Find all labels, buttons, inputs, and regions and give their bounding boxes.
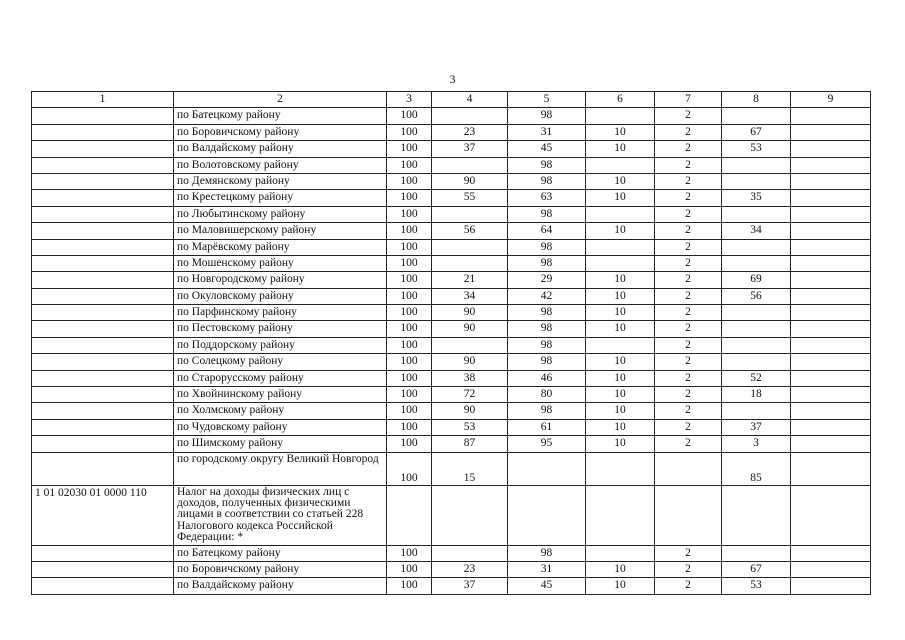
table-cell: 100 <box>387 562 432 578</box>
column-header: 9 <box>791 92 871 108</box>
table-cell <box>722 485 791 545</box>
table-cell <box>32 370 174 386</box>
column-header: 1 <box>32 92 174 108</box>
table-cell <box>722 545 791 561</box>
table-cell: 29 <box>508 272 586 288</box>
table-cell: 2 <box>655 354 722 370</box>
table-cell <box>586 452 655 485</box>
table-cell: 100 <box>387 288 432 304</box>
column-header: 6 <box>586 92 655 108</box>
table-cell: 100 <box>387 578 432 594</box>
table-row <box>32 562 871 578</box>
table-cell: 90 <box>432 354 508 370</box>
table-cell <box>32 354 174 370</box>
table-cell: 87 <box>432 436 508 452</box>
table-row <box>32 124 871 140</box>
table-cell: 23 <box>432 562 508 578</box>
table-cell <box>791 387 871 403</box>
table-cell <box>791 157 871 173</box>
table-cell <box>791 124 871 140</box>
table-cell: 61 <box>508 419 586 435</box>
table-cell: 10 <box>586 190 655 206</box>
table-cell <box>791 141 871 157</box>
table-cell: по Чудовскому району <box>174 419 387 435</box>
table-cell: 10 <box>586 173 655 189</box>
table-cell <box>791 255 871 271</box>
table-cell <box>508 485 586 545</box>
table-cell: по Маловишерскому району <box>174 223 387 239</box>
table-cell: 2 <box>655 305 722 321</box>
table-cell <box>32 578 174 594</box>
table-cell: по Крестецкому району <box>174 190 387 206</box>
table-cell: 100 <box>387 157 432 173</box>
table-cell <box>791 239 871 255</box>
table-cell <box>791 578 871 594</box>
table-row <box>32 223 871 239</box>
table-cell <box>32 321 174 337</box>
table-cell <box>586 337 655 353</box>
table-cell <box>791 223 871 239</box>
column-header: 3 <box>387 92 432 108</box>
table-cell: 100 <box>387 321 432 337</box>
table-cell: 23 <box>432 124 508 140</box>
table-cell <box>432 239 508 255</box>
table-cell <box>32 173 174 189</box>
table-cell: 2 <box>655 419 722 435</box>
table-cell: 2 <box>655 545 722 561</box>
table-cell: 2 <box>655 108 722 124</box>
table-row <box>32 354 871 370</box>
table-row <box>32 403 871 419</box>
table-cell <box>722 108 791 124</box>
table-cell <box>791 562 871 578</box>
table-cell <box>432 206 508 222</box>
table-row <box>32 255 871 271</box>
table-cell: 2 <box>655 223 722 239</box>
table-cell <box>791 190 871 206</box>
table-cell: по городскому округу Великий Новгород <box>174 452 387 485</box>
table-cell: по Валдайскому району <box>174 141 387 157</box>
table-cell: 53 <box>432 419 508 435</box>
data-table <box>31 91 871 595</box>
table-cell: 10 <box>586 124 655 140</box>
table-cell <box>791 354 871 370</box>
table-row <box>32 206 871 222</box>
table-row <box>32 545 871 561</box>
table-cell <box>791 403 871 419</box>
table-cell <box>722 157 791 173</box>
table-cell: 10 <box>586 578 655 594</box>
table-cell: 53 <box>722 141 791 157</box>
table-cell: 2 <box>655 190 722 206</box>
table-cell <box>432 545 508 561</box>
table-cell: 15 <box>432 452 508 485</box>
table-cell: 37 <box>432 578 508 594</box>
column-header: 7 <box>655 92 722 108</box>
table-cell <box>32 436 174 452</box>
table-cell: 10 <box>586 321 655 337</box>
table-cell: 98 <box>508 337 586 353</box>
table-cell: 31 <box>508 124 586 140</box>
table-cell <box>32 108 174 124</box>
table-cell <box>32 223 174 239</box>
table-cell: 38 <box>432 370 508 386</box>
table-cell: 37 <box>432 141 508 157</box>
table-cell: 100 <box>387 545 432 561</box>
table-cell: 2 <box>655 141 722 157</box>
table-header-row <box>32 92 871 108</box>
table-cell <box>32 124 174 140</box>
table-cell <box>32 562 174 578</box>
table-cell <box>722 255 791 271</box>
table-cell <box>722 173 791 189</box>
column-header: 4 <box>432 92 508 108</box>
table-cell: 2 <box>655 578 722 594</box>
table-cell <box>432 255 508 271</box>
table-cell: 98 <box>508 108 586 124</box>
table-cell <box>432 337 508 353</box>
table-cell: 2 <box>655 321 722 337</box>
table-cell <box>32 387 174 403</box>
table-cell: 85 <box>722 452 791 485</box>
table-row <box>32 190 871 206</box>
table-cell: по Окуловскому району <box>174 288 387 304</box>
table-cell: 98 <box>508 239 586 255</box>
table-cell: 100 <box>387 206 432 222</box>
table-cell: 10 <box>586 403 655 419</box>
table-cell: по Батецкому району <box>174 108 387 124</box>
table-cell: 100 <box>387 124 432 140</box>
table-cell: 2 <box>655 206 722 222</box>
table-cell: 98 <box>508 354 586 370</box>
table-row <box>32 173 871 189</box>
table-cell: 34 <box>432 288 508 304</box>
table-cell <box>722 403 791 419</box>
table-row <box>32 305 871 321</box>
table-cell <box>32 337 174 353</box>
table-cell: 100 <box>387 337 432 353</box>
table-cell: 90 <box>432 403 508 419</box>
table-cell: 98 <box>508 305 586 321</box>
table-cell <box>32 272 174 288</box>
table-cell <box>655 452 722 485</box>
table-cell: 100 <box>387 239 432 255</box>
table-cell <box>586 255 655 271</box>
table-cell: 3 <box>722 436 791 452</box>
table-cell: 100 <box>387 452 432 485</box>
table-cell: по Шимскому району <box>174 436 387 452</box>
table-cell <box>722 354 791 370</box>
table-cell <box>791 419 871 435</box>
table-cell: 64 <box>508 223 586 239</box>
table-cell: 55 <box>432 190 508 206</box>
page-number: 3 <box>449 72 456 86</box>
table-cell <box>32 255 174 271</box>
table-cell: 53 <box>722 578 791 594</box>
table-cell <box>32 305 174 321</box>
table-cell: 2 <box>655 387 722 403</box>
table-cell <box>586 485 655 545</box>
table-cell <box>586 545 655 561</box>
table-cell <box>722 206 791 222</box>
table-cell <box>791 337 871 353</box>
table-cell: по Волотовскому району <box>174 157 387 173</box>
table-cell: 10 <box>586 370 655 386</box>
table-cell: 100 <box>387 255 432 271</box>
table-cell: 67 <box>722 562 791 578</box>
table-row <box>32 272 871 288</box>
table-cell <box>791 545 871 561</box>
table-cell: 98 <box>508 255 586 271</box>
table-cell: 45 <box>508 141 586 157</box>
table-cell: 10 <box>586 141 655 157</box>
table-cell: 34 <box>722 223 791 239</box>
table-cell <box>32 403 174 419</box>
table-cell <box>32 239 174 255</box>
table-cell <box>32 288 174 304</box>
table-cell: по Батецкому району <box>174 545 387 561</box>
table-cell: 69 <box>722 272 791 288</box>
table-cell <box>32 452 174 485</box>
table-cell: 10 <box>586 272 655 288</box>
table-cell: по Валдайскому району <box>174 578 387 594</box>
table-cell: 56 <box>722 288 791 304</box>
table-row <box>32 370 871 386</box>
table-cell <box>586 108 655 124</box>
table-cell: 63 <box>508 190 586 206</box>
table-row <box>32 436 871 452</box>
table-cell <box>432 108 508 124</box>
table-cell: 67 <box>722 124 791 140</box>
table-cell: 100 <box>387 108 432 124</box>
table-cell: 1 01 02030 01 0000 110 <box>32 485 174 545</box>
table-cell: 10 <box>586 305 655 321</box>
table-cell: 100 <box>387 190 432 206</box>
table-cell: 2 <box>655 124 722 140</box>
table-cell <box>432 157 508 173</box>
table-cell: 98 <box>508 206 586 222</box>
table-cell: 10 <box>586 288 655 304</box>
table-cell: 21 <box>432 272 508 288</box>
table-cell: 100 <box>387 141 432 157</box>
table-cell: 2 <box>655 288 722 304</box>
table-cell: 42 <box>508 288 586 304</box>
table-cell: по Холмскому району <box>174 403 387 419</box>
table-cell <box>791 108 871 124</box>
table-cell: 98 <box>508 545 586 561</box>
table-cell: 2 <box>655 157 722 173</box>
table-cell: 2 <box>655 403 722 419</box>
table-cell <box>791 370 871 386</box>
table-cell <box>791 272 871 288</box>
table-cell: 100 <box>387 173 432 189</box>
table-cell <box>791 206 871 222</box>
table-cell <box>32 206 174 222</box>
table-row <box>32 419 871 435</box>
table-cell: по Пестовскому району <box>174 321 387 337</box>
table-cell: 100 <box>387 272 432 288</box>
table-cell: по Новгородскому району <box>174 272 387 288</box>
table-cell: 31 <box>508 562 586 578</box>
table-cell <box>722 321 791 337</box>
table-cell: 98 <box>508 173 586 189</box>
table-cell: 56 <box>432 223 508 239</box>
table-cell <box>32 157 174 173</box>
table-cell: 2 <box>655 173 722 189</box>
table-cell: 46 <box>508 370 586 386</box>
table-cell: 2 <box>655 436 722 452</box>
table-cell <box>791 452 871 485</box>
table-cell: 100 <box>387 354 432 370</box>
table-cell <box>722 239 791 255</box>
table-cell <box>791 305 871 321</box>
table-cell <box>586 206 655 222</box>
table-row <box>32 321 871 337</box>
table-row <box>32 141 871 157</box>
table-cell <box>586 157 655 173</box>
table-cell: по Старорусскому району <box>174 370 387 386</box>
table-cell: по Парфинскому району <box>174 305 387 321</box>
table-cell: 45 <box>508 578 586 594</box>
table-cell: 35 <box>722 190 791 206</box>
table-row <box>32 239 871 255</box>
table-cell: 100 <box>387 419 432 435</box>
table-cell: 98 <box>508 321 586 337</box>
table-cell: 10 <box>586 354 655 370</box>
table-row <box>32 337 871 353</box>
table-cell <box>655 485 722 545</box>
table-cell: 100 <box>387 387 432 403</box>
table-cell <box>791 436 871 452</box>
table-cell <box>791 321 871 337</box>
table-cell <box>791 288 871 304</box>
column-header: 2 <box>174 92 387 108</box>
table-cell: 10 <box>586 223 655 239</box>
table-cell: 10 <box>586 387 655 403</box>
table-cell: Налог на доходы физических лиц с доходов, полученных физическими лицами в соответствии со статьей 228 Налогового кодекса Российской Федерации: * <box>174 485 387 545</box>
table-cell: 72 <box>432 387 508 403</box>
table-cell <box>32 545 174 561</box>
table-cell: 90 <box>432 173 508 189</box>
table-cell: по Мошенскому району <box>174 255 387 271</box>
table-cell: 90 <box>432 305 508 321</box>
table-cell <box>32 419 174 435</box>
table-cell: 2 <box>655 239 722 255</box>
table-cell <box>722 337 791 353</box>
table-cell: 100 <box>387 436 432 452</box>
table-cell: 95 <box>508 436 586 452</box>
column-header: 5 <box>508 92 586 108</box>
table-cell: 10 <box>586 562 655 578</box>
table-cell: 37 <box>722 419 791 435</box>
table-row <box>32 157 871 173</box>
table-cell: 2 <box>655 337 722 353</box>
table-cell: 98 <box>508 157 586 173</box>
table-cell: 52 <box>722 370 791 386</box>
table-cell: по Любытинскому району <box>174 206 387 222</box>
table-cell: 2 <box>655 272 722 288</box>
table-cell <box>722 305 791 321</box>
table-cell: 100 <box>387 223 432 239</box>
table-row <box>32 387 871 403</box>
table-cell: 2 <box>655 255 722 271</box>
table-cell: 100 <box>387 305 432 321</box>
column-header: 8 <box>722 92 791 108</box>
table-cell <box>508 452 586 485</box>
table-cell <box>432 485 508 545</box>
table-row <box>32 108 871 124</box>
table-cell <box>387 485 432 545</box>
table-row <box>32 578 871 594</box>
table-cell: 90 <box>432 321 508 337</box>
table-cell: по Солецкому району <box>174 354 387 370</box>
table-cell: по Поддорскому району <box>174 337 387 353</box>
table-cell: 98 <box>508 403 586 419</box>
table-cell: 100 <box>387 403 432 419</box>
table-cell: по Боровичскому району <box>174 562 387 578</box>
table-cell: 100 <box>387 370 432 386</box>
table-cell: по Хвойнинскому району <box>174 387 387 403</box>
table-row <box>32 452 871 485</box>
table-cell: 10 <box>586 419 655 435</box>
table-cell <box>32 190 174 206</box>
table-cell <box>791 173 871 189</box>
table-cell: по Марёвскому району <box>174 239 387 255</box>
table-cell: по Демянскому району <box>174 173 387 189</box>
table-cell: 80 <box>508 387 586 403</box>
table-cell <box>32 141 174 157</box>
table-cell <box>586 239 655 255</box>
table-cell: 2 <box>655 370 722 386</box>
table-cell: по Боровичскому району <box>174 124 387 140</box>
table-cell: 10 <box>586 436 655 452</box>
table-cell: 18 <box>722 387 791 403</box>
table-cell <box>791 485 871 545</box>
table-cell: 2 <box>655 562 722 578</box>
table-row <box>32 485 871 545</box>
table-row <box>32 288 871 304</box>
